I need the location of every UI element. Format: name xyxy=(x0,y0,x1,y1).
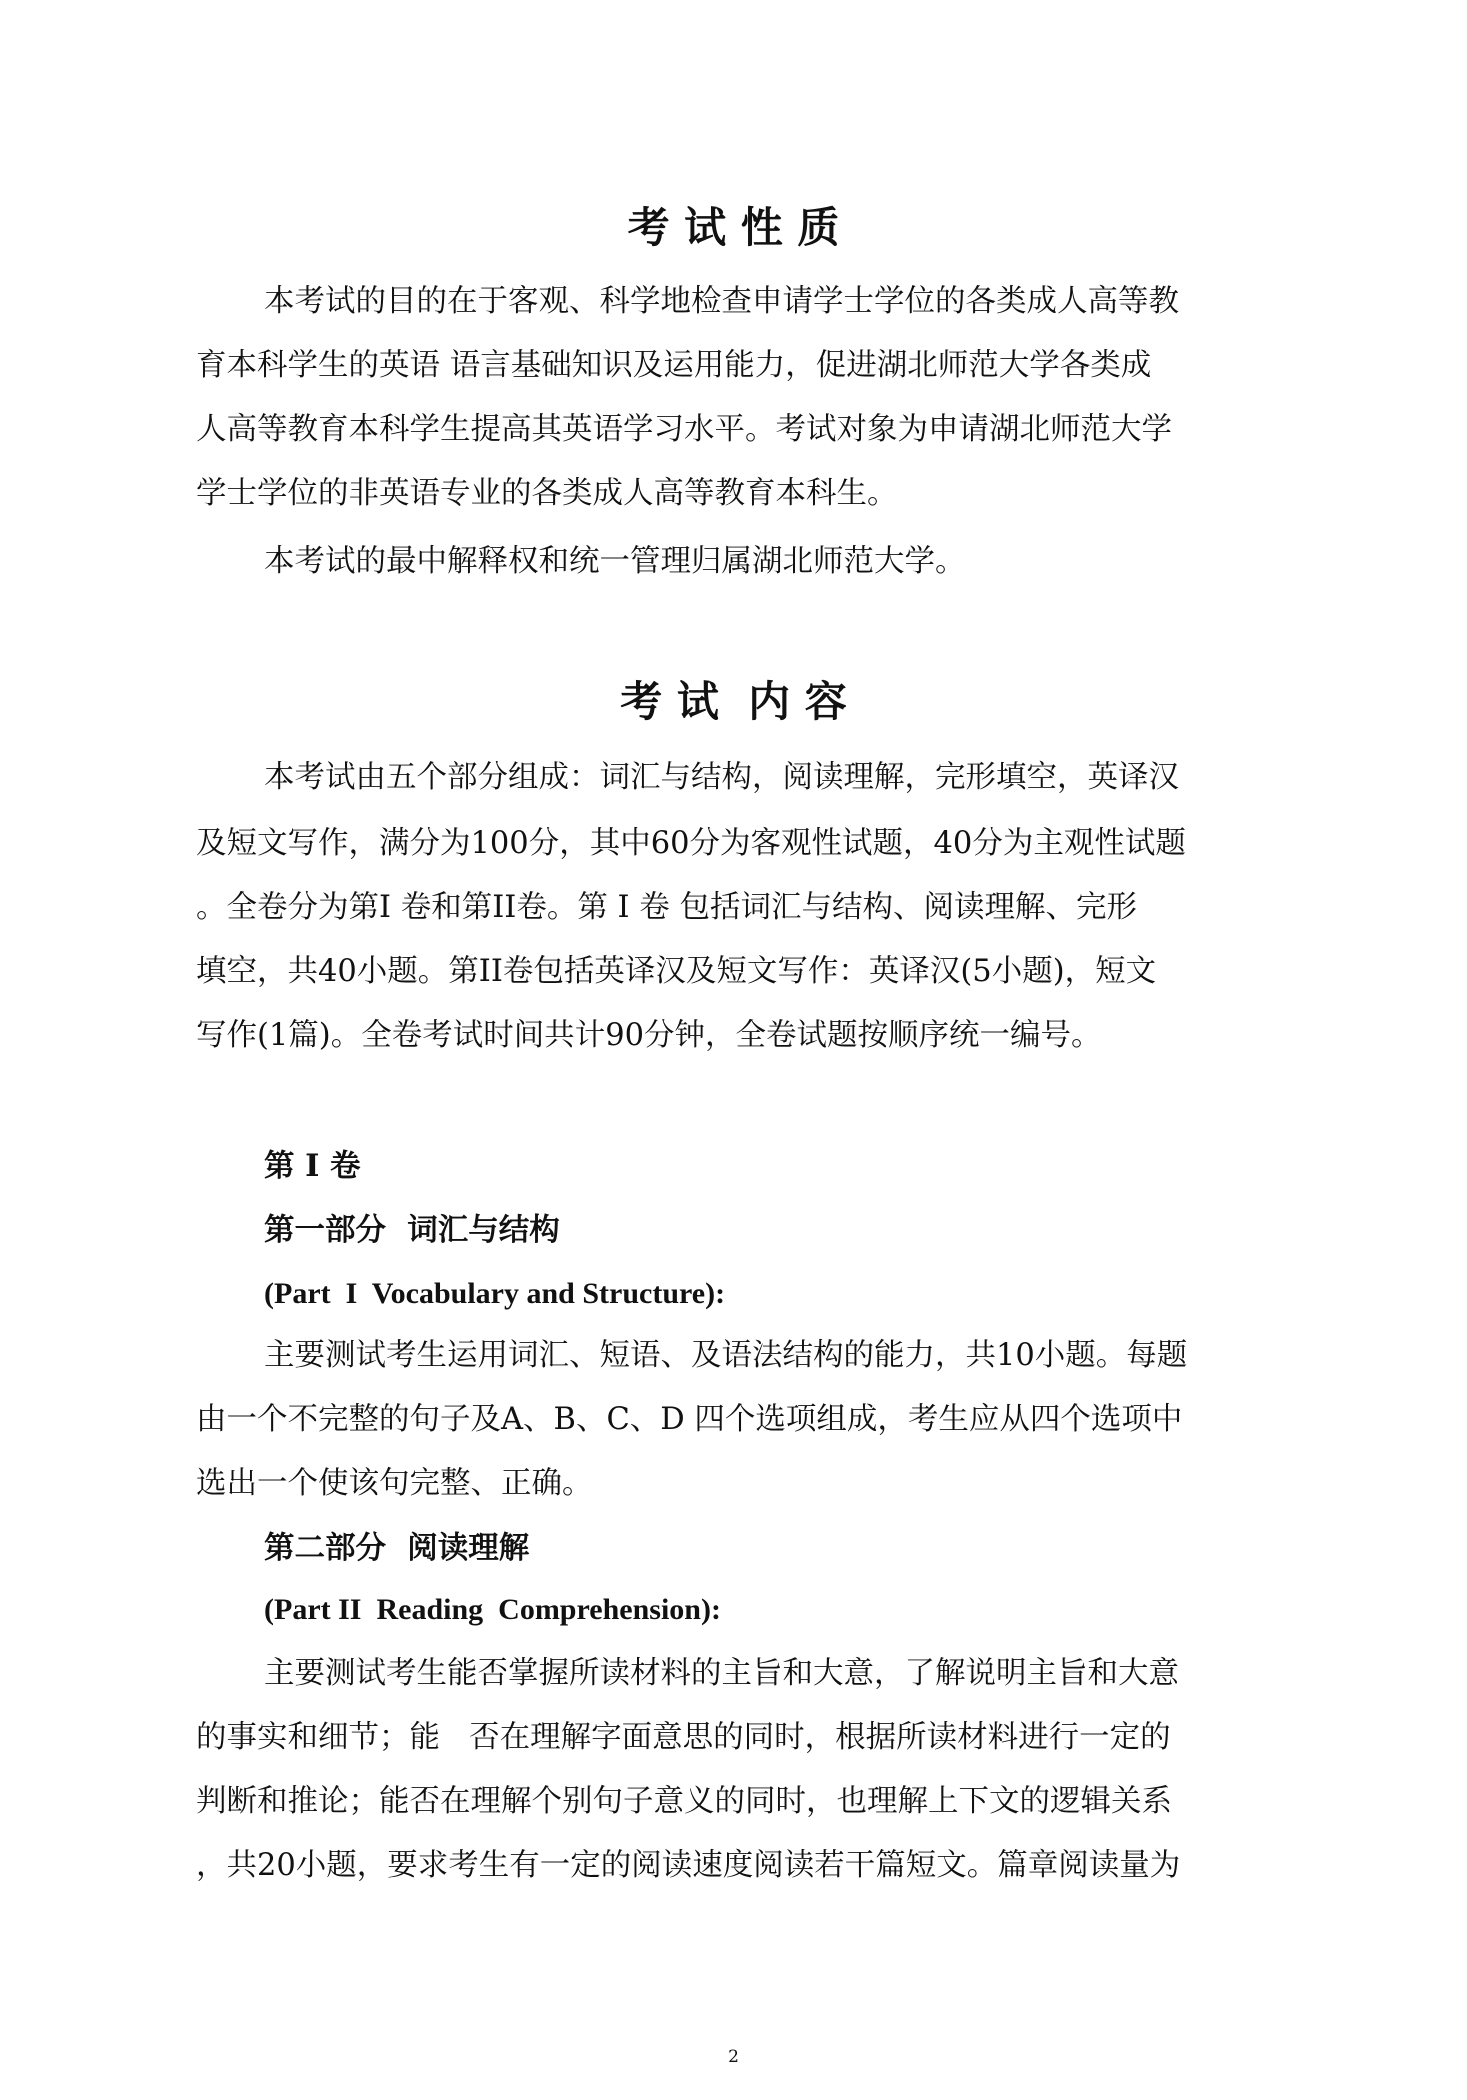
section-title-exam-content: 考 试 内 容 xyxy=(620,677,847,726)
paragraph-line: 选出一个使该句完整、正确。 xyxy=(196,1466,593,1501)
part1-heading-en: (Part I Vocabulary and Structure): xyxy=(264,1277,726,1310)
paragraph-line: 本考试的目的在于客观、科学地检查申请学士学位的各类成人高等教 xyxy=(264,284,1179,319)
page-number: 2 xyxy=(728,2047,739,2067)
part2-heading-en: (Part II Reading Comprehension): xyxy=(264,1593,721,1626)
paragraph-line: 人高等教育本科学生提高其英语学习水平。考试对象为申请湖北师范大学 xyxy=(196,412,1172,447)
paragraph-line: 育本科学生的英语 语言基础知识及运用能力，促进湖北师范大学各类成 xyxy=(196,348,1152,383)
paragraph-line: 的事实和细节；能 否在理解字面意思的同时，根据所读材料进行一定的 xyxy=(196,1720,1171,1755)
paragraph-line: 。全卷分为第I 卷和第II卷。第 I 卷 包括词汇与结构、阅读理解、完形 xyxy=(196,890,1137,925)
part1-heading-cn: 第一部分 词汇与结构 xyxy=(264,1212,560,1248)
paragraph-line: 主要测试考生能否掌握所读材料的主旨和大意，了解说明主旨和大意 xyxy=(264,1656,1179,1691)
part2-heading-cn: 第二部分 阅读理解 xyxy=(264,1530,530,1566)
paragraph-line: 填空，共40小题。第II卷包括英译汉及短文写作：英译汉(5小题)，短文 xyxy=(196,954,1157,989)
paragraph-line: ，共20小题，要求考生有一定的阅读速度阅读若干篇短文。篇章阅读量为 xyxy=(196,1848,1181,1883)
paragraph-line: 本考试由五个部分组成：词汇与结构，阅读理解，完形填空，英译汉 xyxy=(264,760,1179,795)
section-title-exam-nature: 考 试 性 质 xyxy=(627,203,840,252)
paragraph-line: 学士学位的非英语专业的各类成人高等教育本科生。 xyxy=(196,476,898,511)
paragraph-line: 本考试的最中解释权和统一管理归属湖北师范大学。 xyxy=(264,544,966,579)
paragraph-line: 写作(1篇)。全卷考试时间共计90分钟，全卷试题按顺序统一编号。 xyxy=(196,1018,1102,1053)
paragraph-line: 由一个不完整的句子及A、B、C、D 四个选项组成，考生应从四个选项中 xyxy=(196,1402,1183,1437)
volume-heading: 第 I 卷 xyxy=(264,1148,361,1184)
paragraph-line: 判断和推论；能否在理解个别句子意义的同时，也理解上下文的逻辑关系 xyxy=(196,1784,1172,1819)
paragraph-line: 主要测试考生运用词汇、短语、及语法结构的能力，共10小题。每题 xyxy=(264,1338,1188,1373)
paragraph-line: 及短文写作，满分为100分，其中60分为客观性试题，40分为主观性试题 xyxy=(196,826,1186,861)
